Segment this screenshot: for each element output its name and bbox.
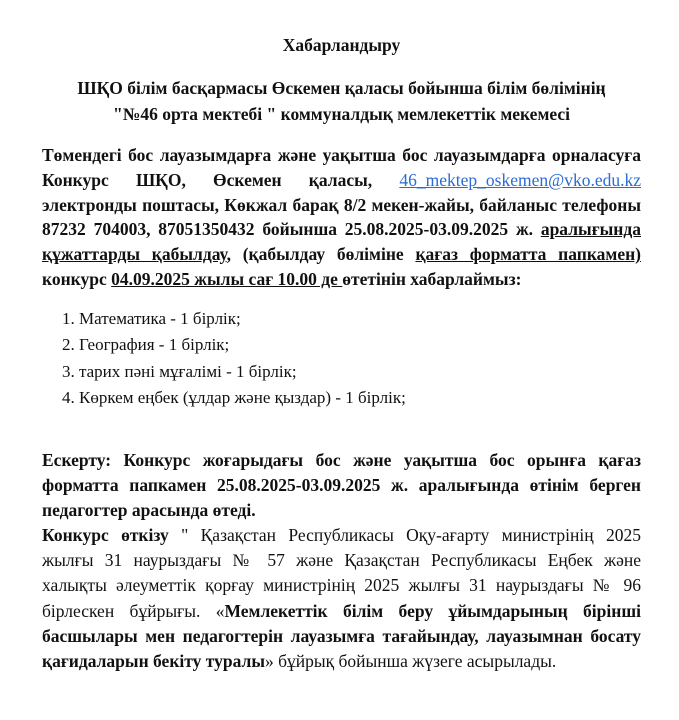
positions-list bbox=[42, 306, 641, 412]
intro-underlined-3: 04.09.2025 жылы сағ 10.00 де bbox=[111, 268, 343, 289]
intro-underlined-2: қағаз форматта папкамен) bbox=[415, 244, 642, 265]
organization-line-2: "№46 орта мектебі " коммуналдық мемлекеттік мекемесі bbox=[113, 104, 570, 124]
note-label: Ескерту: bbox=[42, 449, 112, 470]
list-item: 4. Көркем еңбек (ұлдар және қыздар) - 1 бірлік; bbox=[62, 388, 406, 408]
conduct-text-1: " Қазақстан Республикасы Оқу-ағарту министрінің 2025 жылғы 31 наурыздағы № 57 және Қазақстан Республикасы Еңбек және халықты әлеуметтік қорғау министрінің 2025 жылғы 31 наурыздағы № 96 бірлескен бұйрығы. « bbox=[42, 524, 641, 621]
intro-text-5: өтетінін хабарлаймыз: bbox=[342, 268, 522, 289]
note-paragraph bbox=[42, 448, 641, 523]
page-title: Хабарландыру bbox=[282, 35, 401, 55]
intro-text-1: Төмендегі бос лауазымдарға және уақытша бос лауазымдарға орналасуға Конкурс ШҚО, Өскемен қаласы, bbox=[42, 145, 641, 190]
conduct-label: Конкурс өткізу bbox=[42, 524, 169, 545]
order-title: Мемлекеттік білім беру ұйымдарының бірінші басшылары мен педагогтерін лауазымға тағайындау, лауазымнан босату қағидаларын бекіту туралы bbox=[42, 600, 641, 672]
intro-paragraph bbox=[42, 143, 641, 292]
intro-underlined-1: аралығында құжаттарды қабылдау bbox=[42, 219, 641, 265]
email-link[interactable]: 46_mektep_oskemen@vko.edu.kz bbox=[399, 169, 641, 190]
intro-text-2: электронды поштасы, Көкжал барақ 8/2 мекен-жайы, байланыс телефоны 87232 704003, 87051350432 бойынша 25.08.2025-03.09.2025 ж. bbox=[42, 194, 641, 240]
intro-text-4: конкурс bbox=[42, 268, 112, 289]
list-item: 2. География - 1 бірлік; bbox=[62, 335, 230, 355]
list-item: 3. тарих пәні мұғалімі - 1 бірлік; bbox=[62, 361, 297, 381]
conduct-paragraph bbox=[42, 523, 641, 675]
organization-line-1: ШҚО білім басқармасы Өскемен қаласы бойынша білім бөлімінің bbox=[77, 78, 606, 98]
organization-heading bbox=[42, 75, 641, 127]
conduct-text-2: » бұйрық бойынша жүзеге асырылады. bbox=[265, 651, 557, 672]
list-item: 1. Математика - 1 бірлік; bbox=[62, 308, 241, 328]
note-text: Конкурс жоғарыдағы бос және уақытша бос орынға қағаз форматта папкамен 25.08.2025-03.09.2025 ж. аралығында өтінім берген педагогтер арасында өтеді. bbox=[42, 449, 641, 520]
intro-text-3: , (қабылдау бөліміне bbox=[226, 244, 416, 265]
